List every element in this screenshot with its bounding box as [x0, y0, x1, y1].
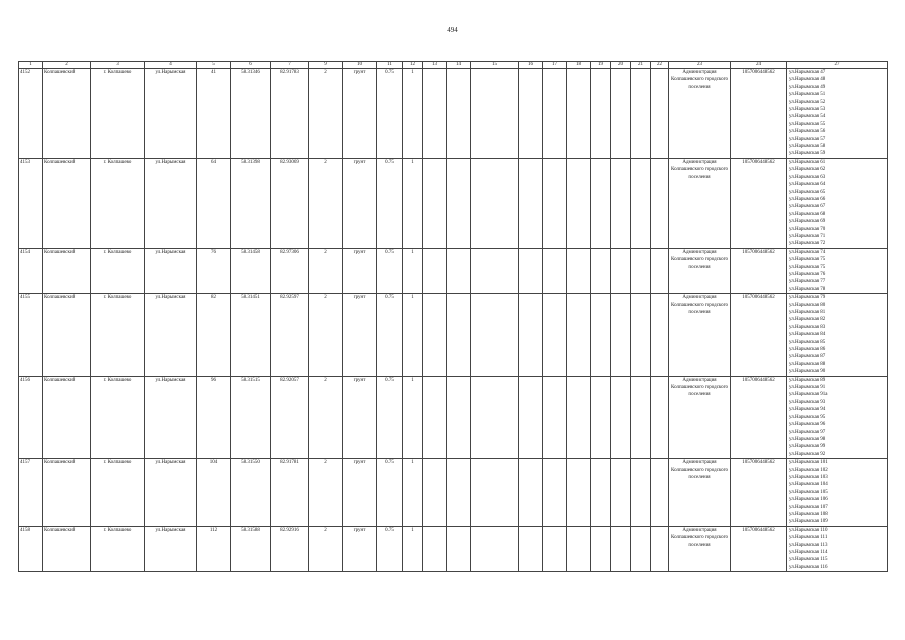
cell-qty: 1	[403, 69, 423, 159]
cell-house: 82	[197, 294, 231, 376]
column-header: 11	[377, 62, 403, 69]
cell-town: г. Колпашево	[91, 69, 145, 159]
address-item: ул.Нарымская 76	[789, 271, 826, 277]
column-header: 18	[567, 62, 591, 69]
address-item: ул.Нарымская 66	[789, 196, 826, 202]
address-item: ул.Нарымская 74	[789, 249, 826, 255]
address-item: ул.Нарымская 55	[789, 121, 826, 127]
cell-inn: 1057006448562	[731, 158, 787, 248]
address-item: ул.Нарымская 83	[789, 324, 826, 330]
cell-empty	[471, 158, 519, 248]
address-item: ул.Нарымская 81	[789, 310, 826, 315]
cell-district: Колпашевский	[43, 526, 91, 571]
cell-area: 0.75	[377, 158, 403, 248]
cell-area: 0.75	[377, 294, 403, 376]
cell-empty	[543, 526, 567, 571]
cell-inn: 1057006448562	[731, 459, 787, 527]
address-item: ул.Нарымская 96	[789, 422, 826, 428]
address-item: ул.Нарымская 82	[789, 317, 826, 323]
cell-street: ул.Нарымская	[145, 158, 197, 248]
address-item: ул.Нарымская 59	[789, 151, 826, 157]
cell-inn: 1057006448562	[731, 294, 787, 376]
cell-empty	[591, 459, 611, 527]
cell-empty	[447, 158, 471, 248]
cell-count: 2	[309, 459, 343, 527]
cell-town: г. Колпашево	[91, 158, 145, 248]
cell-id: 4158	[19, 526, 43, 571]
cell-empty	[611, 294, 631, 376]
cell-lon: 82.91783	[271, 69, 309, 159]
address-item: ул.Нарымская 68	[789, 211, 826, 217]
cell-town: г. Колпашево	[91, 459, 145, 527]
address-item: ул.Нарымская 108	[789, 511, 828, 517]
cell-lat: 58.31515	[231, 376, 271, 458]
cell-empty	[651, 526, 669, 571]
column-header: 23	[669, 62, 731, 69]
address-item: ул.Нарымская 90	[789, 369, 826, 375]
cell-inn: 1057006448562	[731, 69, 787, 159]
cell-area: 0.75	[377, 376, 403, 458]
cell-empty	[591, 526, 611, 571]
cell-count: 2	[309, 526, 343, 571]
address-item: ул.Нарымская 65	[789, 189, 826, 195]
address-item: ул.Нарымская 105	[789, 489, 828, 495]
address-item: ул.Нарымская 48	[789, 77, 826, 83]
cell-admin: Администрация Колпашевского городского поселения	[669, 158, 731, 248]
cell-empty	[423, 69, 447, 159]
cell-empty	[591, 69, 611, 159]
cell-empty	[471, 294, 519, 376]
cell-empty	[567, 69, 591, 159]
address-item: ул.Нарымская 53	[789, 107, 826, 113]
address-item: ул.Нарымская 91а	[789, 392, 828, 398]
cell-town: г. Колпашево	[91, 376, 145, 458]
cell-empty	[591, 248, 611, 293]
cell-street: ул.Нарымская	[145, 526, 197, 571]
address-item: ул.Нарымская 99	[789, 444, 826, 450]
cell-house: 112	[197, 526, 231, 571]
cell-empty	[631, 158, 651, 248]
cell-empty	[651, 294, 669, 376]
cell-empty	[591, 158, 611, 248]
cell-qty: 1	[403, 526, 423, 571]
column-header: 2	[43, 62, 91, 69]
cell-street: ул.Нарымская	[145, 459, 197, 527]
cell-lon: 82.92916	[271, 526, 309, 571]
column-header: 13	[423, 62, 447, 69]
cell-served-addresses	[787, 376, 888, 458]
cell-admin: Администрация Колпашевского городского поселения	[669, 376, 731, 458]
address-item: ул.Нарымская 75	[789, 257, 826, 263]
cell-lon: 82.92597	[271, 294, 309, 376]
address-item: ул.Нарымская 109	[789, 519, 828, 525]
cell-surface: грунт	[343, 526, 377, 571]
cell-empty	[651, 376, 669, 458]
cell-empty	[423, 459, 447, 527]
cell-area: 0.75	[377, 248, 403, 293]
cell-district: Колпашевский	[43, 248, 91, 293]
address-item: ул.Нарымская 80	[789, 302, 826, 308]
cell-count: 2	[309, 158, 343, 248]
cell-empty	[611, 158, 631, 248]
cell-empty	[543, 294, 567, 376]
address-item: ул.Нарымская 97	[789, 429, 826, 435]
column-header: 10	[343, 62, 377, 69]
address-item: ул.Нарымская 94	[789, 407, 826, 413]
address-item: ул.Нарымская 75	[789, 264, 826, 270]
cell-empty	[519, 158, 543, 248]
cell-street: ул.Нарымская	[145, 376, 197, 458]
cell-qty: 1	[403, 376, 423, 458]
cell-town: г. Колпашево	[91, 526, 145, 571]
address-item: ул.Нарымская 64	[789, 182, 826, 188]
cell-surface: грунт	[343, 376, 377, 458]
cell-empty	[519, 69, 543, 159]
cell-id: 4154	[19, 248, 43, 293]
cell-empty	[519, 376, 543, 458]
cell-empty	[631, 459, 651, 527]
cell-id: 4155	[19, 294, 43, 376]
address-item: ул.Нарымская 69	[789, 219, 826, 225]
cell-empty	[423, 526, 447, 571]
cell-street: ул.Нарымская	[145, 69, 197, 159]
address-item: ул.Нарымская 111	[789, 535, 828, 541]
address-item: ул.Нарымская 107	[789, 504, 828, 510]
cell-admin: Администрация Колпашевского городского поселения	[669, 69, 731, 159]
address-item: ул.Нарымская 85	[789, 339, 826, 345]
cell-empty	[611, 248, 631, 293]
cell-lon: 82.93069	[271, 158, 309, 248]
cell-empty	[567, 459, 591, 527]
cell-empty	[519, 294, 543, 376]
address-item: ул.Нарымская 87	[789, 354, 826, 360]
address-item: ул.Нарымская 63	[789, 174, 826, 180]
cell-count: 2	[309, 294, 343, 376]
cell-empty	[591, 376, 611, 458]
address-item: ул.Нарымская 95	[789, 414, 826, 420]
column-header: 3	[91, 62, 145, 69]
address-item: ул.Нарымская 89	[789, 377, 826, 383]
cell-street: ул.Нарымская	[145, 294, 197, 376]
column-header: 24	[731, 62, 787, 69]
cell-served-addresses	[787, 158, 888, 248]
column-header: 20	[611, 62, 631, 69]
cell-surface: грунт	[343, 248, 377, 293]
cell-surface: грунт	[343, 69, 377, 159]
cell-empty	[543, 158, 567, 248]
address-item: ул.Нарымская 51	[789, 92, 826, 98]
table-row	[19, 459, 888, 527]
column-header: 17	[543, 62, 567, 69]
cell-street: ул.Нарымская	[145, 248, 197, 293]
address-item: ул.Нарымская 106	[789, 497, 828, 503]
cell-empty	[447, 376, 471, 458]
cell-served-addresses	[787, 459, 888, 527]
cell-empty	[543, 459, 567, 527]
cell-empty	[447, 294, 471, 376]
cell-house: 96	[197, 376, 231, 458]
cell-served-addresses	[787, 294, 888, 376]
cell-district: Колпашевский	[43, 158, 91, 248]
cell-empty	[543, 376, 567, 458]
column-header: 12	[403, 62, 423, 69]
cell-house: 41	[197, 69, 231, 159]
cell-id: 4157	[19, 459, 43, 527]
cell-empty	[631, 248, 651, 293]
cell-empty	[519, 459, 543, 527]
column-header: 1	[19, 62, 43, 69]
cell-id: 4152	[19, 69, 43, 159]
address-item: ул.Нарымская 77	[789, 279, 826, 285]
column-header: 21	[631, 62, 651, 69]
cell-count: 2	[309, 376, 343, 458]
cell-area: 0.75	[377, 526, 403, 571]
address-item: ул.Нарымская 62	[789, 167, 826, 173]
cell-surface: грунт	[343, 158, 377, 248]
cell-id: 4156	[19, 376, 43, 458]
cell-district: Колпашевский	[43, 376, 91, 458]
address-item: ул.Нарымская 103	[789, 474, 828, 480]
cell-lat: 58.31451	[231, 294, 271, 376]
address-item: ул.Нарымская 78	[789, 286, 826, 292]
address-item: ул.Нарымская 88	[789, 361, 826, 367]
cell-lat: 58.31550	[231, 459, 271, 527]
address-item: ул.Нарымская 101	[789, 460, 828, 466]
cell-empty	[447, 248, 471, 293]
column-header: 15	[471, 62, 519, 69]
address-item: ул.Нарымская 91	[789, 385, 826, 391]
cell-count: 2	[309, 69, 343, 159]
cell-qty: 1	[403, 294, 423, 376]
cell-lat: 58.31398	[231, 158, 271, 248]
address-item: ул.Нарымская 52	[789, 99, 826, 105]
address-item: ул.Нарымская 71	[789, 233, 826, 239]
cell-empty	[519, 526, 543, 571]
cell-empty	[651, 158, 669, 248]
cell-empty	[543, 69, 567, 159]
cell-empty	[611, 69, 631, 159]
address-item: ул.Нарымская 61	[789, 159, 826, 165]
cell-empty	[423, 376, 447, 458]
cell-empty	[567, 526, 591, 571]
table-row	[19, 69, 888, 159]
address-item: ул.Нарымская 47	[789, 70, 826, 75]
address-item: ул.Нарымская 115	[789, 557, 828, 563]
cell-district: Колпашевский	[43, 69, 91, 159]
cell-lon: 82.97306	[271, 248, 309, 293]
cell-empty	[567, 376, 591, 458]
column-header: 4	[145, 62, 197, 69]
column-header: 9	[309, 62, 343, 69]
cell-empty	[471, 248, 519, 293]
cell-qty: 1	[403, 158, 423, 248]
cell-empty	[567, 248, 591, 293]
address-item: ул.Нарымская 98	[789, 436, 826, 442]
table-row	[19, 376, 888, 458]
cell-lat: 58.31458	[231, 248, 271, 293]
address-item: ул.Нарымская 104	[789, 482, 828, 488]
column-header: 5	[197, 62, 231, 69]
address-item: ул.Нарымская 92	[789, 451, 826, 457]
address-item: ул.Нарымская 84	[789, 332, 826, 338]
cell-served-addresses	[787, 248, 888, 293]
address-item: ул.Нарымская 58	[789, 144, 826, 150]
cell-empty	[591, 294, 611, 376]
cell-admin: Администрация Колпашевского городского поселения	[669, 459, 731, 527]
cell-empty	[631, 526, 651, 571]
cell-admin: Администрация Колпашевского городского поселения	[669, 248, 731, 293]
address-item: ул.Нарымская 86	[789, 347, 826, 353]
address-item: ул.Нарымская 110	[789, 527, 828, 533]
address-item: ул.Нарымская 54	[789, 114, 826, 120]
column-header: 22	[651, 62, 669, 69]
cell-lat: 58.31346	[231, 69, 271, 159]
cell-inn: 1057006448562	[731, 248, 787, 293]
address-item: ул.Нарымская 79	[789, 295, 826, 301]
cell-empty	[447, 69, 471, 159]
address-item: ул.Нарымская 102	[789, 467, 828, 473]
cell-district: Колпашевский	[43, 294, 91, 376]
address-item: ул.Нарымская 49	[789, 84, 826, 90]
cell-empty	[519, 248, 543, 293]
column-header: 16	[519, 62, 543, 69]
cell-empty	[611, 526, 631, 571]
table-row	[19, 526, 888, 571]
cell-empty	[543, 248, 567, 293]
table-row	[19, 248, 888, 293]
cell-inn: 1057006448562	[731, 376, 787, 458]
cell-empty	[471, 459, 519, 527]
address-item: ул.Нарымская 113	[789, 542, 828, 548]
cell-inn: 1057006448562	[731, 526, 787, 571]
address-item: ул.Нарымская 57	[789, 136, 826, 142]
cell-surface: грунт	[343, 294, 377, 376]
cell-admin: Администрация Колпашевского городского поселения	[669, 294, 731, 376]
cell-empty	[471, 376, 519, 458]
cell-empty	[611, 459, 631, 527]
cell-area: 0.75	[377, 459, 403, 527]
table-row	[19, 158, 888, 248]
cell-area: 0.75	[377, 69, 403, 159]
cell-empty	[651, 69, 669, 159]
cell-district: Колпашевский	[43, 459, 91, 527]
cell-empty	[567, 294, 591, 376]
cell-lat: 58.31588	[231, 526, 271, 571]
cell-empty	[471, 69, 519, 159]
column-header: 19	[591, 62, 611, 69]
cell-empty	[631, 294, 651, 376]
address-item: ул.Нарымская 70	[789, 226, 826, 232]
cell-count: 2	[309, 248, 343, 293]
address-item: ул.Нарымская 116	[789, 564, 828, 570]
address-item: ул.Нарымская 114	[789, 550, 828, 555]
cell-house: 64	[197, 158, 231, 248]
cell-house: 76	[197, 248, 231, 293]
cell-surface: грунт	[343, 459, 377, 527]
cell-qty: 1	[403, 459, 423, 527]
cell-served-addresses	[787, 526, 888, 571]
cell-empty	[447, 526, 471, 571]
column-header: 7	[271, 62, 309, 69]
column-header: 6	[231, 62, 271, 69]
cell-lon: 82.91781	[271, 459, 309, 527]
cell-qty: 1	[403, 248, 423, 293]
address-item: ул.Нарымская 93	[789, 399, 826, 405]
address-item: ул.Нарымская 72	[789, 241, 826, 247]
cell-empty	[631, 69, 651, 159]
table-row	[19, 294, 888, 376]
cell-empty	[423, 294, 447, 376]
address-item: ул.Нарымская 56	[789, 129, 826, 135]
column-header: 14	[447, 62, 471, 69]
address-item: ул.Нарымская 67	[789, 204, 826, 210]
cell-admin: Администрация Колпашевского городского поселения	[669, 526, 731, 571]
cell-empty	[611, 376, 631, 458]
cell-id: 4153	[19, 158, 43, 248]
cell-served-addresses	[787, 69, 888, 159]
cell-empty	[423, 248, 447, 293]
page-number: 494	[447, 26, 458, 34]
column-header: 27	[787, 62, 888, 69]
cell-empty	[447, 459, 471, 527]
cell-empty	[423, 158, 447, 248]
cell-lon: 82.92057	[271, 376, 309, 458]
cell-town: г. Колпашево	[91, 248, 145, 293]
cell-house: 104	[197, 459, 231, 527]
register-table	[18, 61, 888, 572]
cell-empty	[651, 248, 669, 293]
column-header-row	[19, 62, 888, 69]
cell-empty	[471, 526, 519, 571]
cell-empty	[631, 376, 651, 458]
cell-empty	[651, 459, 669, 527]
cell-town: г. Колпашево	[91, 294, 145, 376]
cell-empty	[567, 158, 591, 248]
